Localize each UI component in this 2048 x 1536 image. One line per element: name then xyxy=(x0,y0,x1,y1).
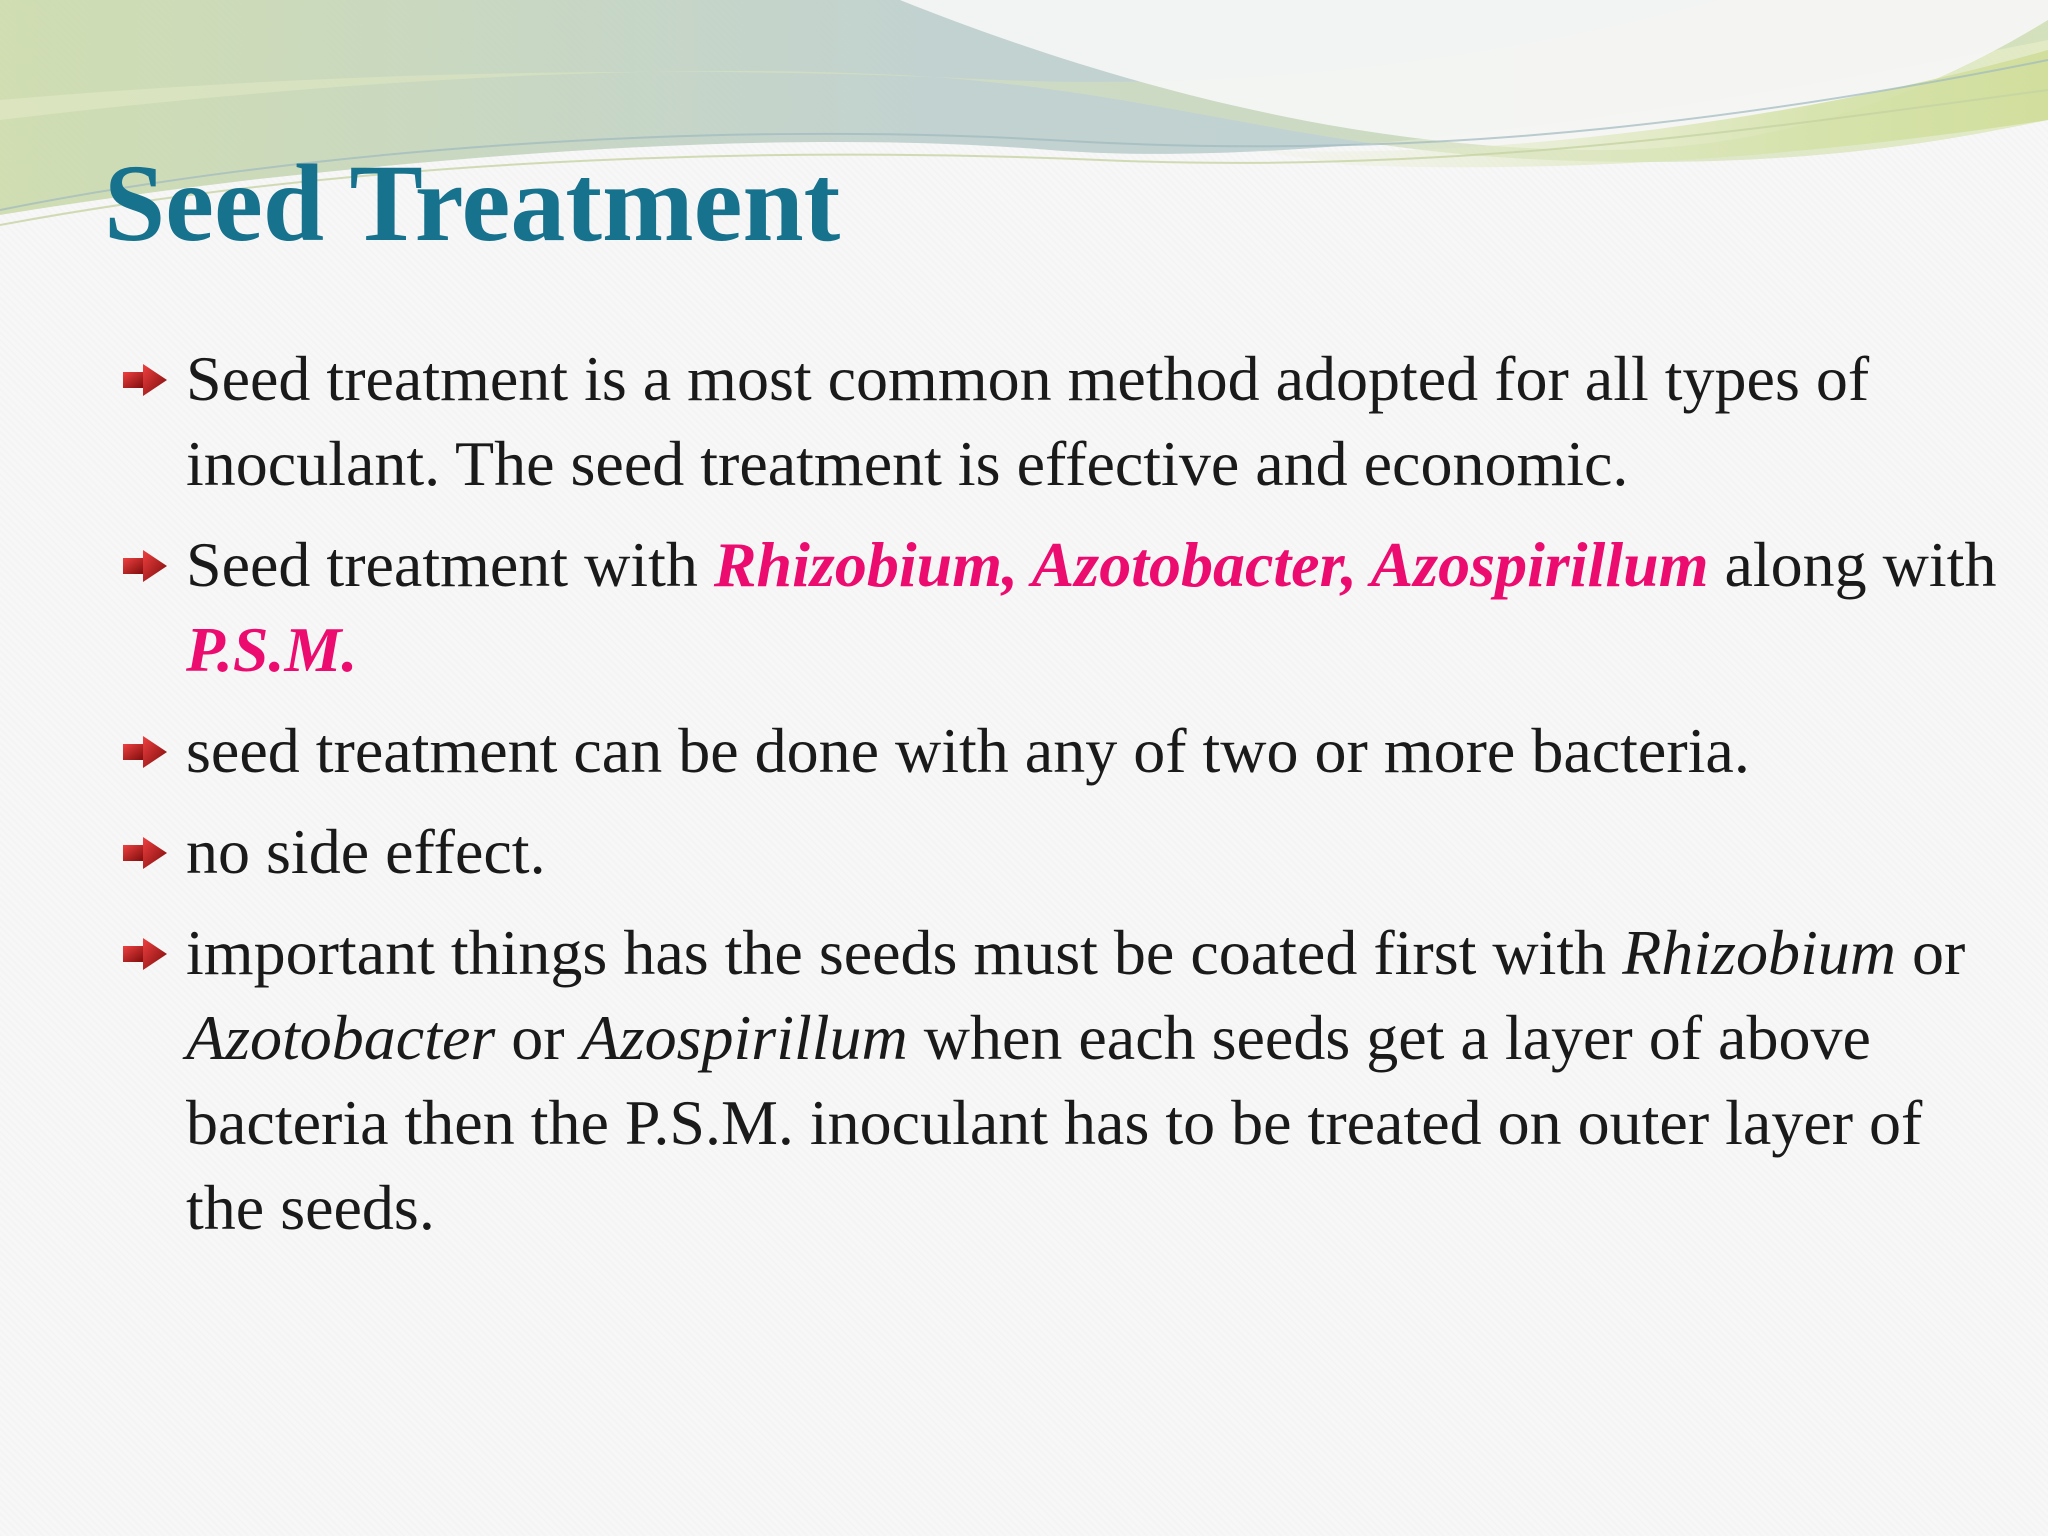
organism-rhizobium: Rhizobium xyxy=(1622,917,1896,988)
organism-azotobacter: Azotobacter xyxy=(186,1002,496,1073)
bullet-item xyxy=(120,910,2000,1250)
organism-names: Rhizobium, Azotobacter, Azospirillum xyxy=(713,529,1709,600)
bullet-list xyxy=(120,336,2000,1266)
red-arrow-icon xyxy=(122,735,168,769)
bullet-text: or xyxy=(495,1002,581,1073)
bullet-item xyxy=(120,522,2000,692)
bullet-item xyxy=(120,809,2000,894)
bullet-text: when each seeds get a layer of above bacteria then the P.S.M. inoculant has to be treated on outer layer of the seeds. xyxy=(186,1002,1923,1243)
slide-title: Seed Treatment xyxy=(104,142,841,264)
bullet-text: along with xyxy=(1708,529,1997,600)
red-arrow-icon xyxy=(122,363,168,397)
bullet-text: Seed treatment with xyxy=(186,529,714,600)
red-arrow-icon xyxy=(122,937,168,971)
bullet-text: seed treatment can be done with any of two or more bacteria. xyxy=(186,715,1750,786)
bullet-text: no side effect. xyxy=(186,816,546,887)
red-arrow-icon xyxy=(122,549,168,583)
organism-azospirillum: Azospirillum xyxy=(580,1002,908,1073)
bullet-text: or xyxy=(1895,917,1966,988)
bullet-text: Seed treatment is a most common method adopted for all types of inoculant. The seed treatment is effective and economic. xyxy=(186,343,1870,499)
bullet-text: important things has the seeds must be coated first with xyxy=(186,917,1623,988)
bullet-item xyxy=(120,708,2000,793)
bullet-item xyxy=(120,336,2000,506)
psm-label: P.S.M. xyxy=(186,614,358,685)
red-arrow-icon xyxy=(122,836,168,870)
